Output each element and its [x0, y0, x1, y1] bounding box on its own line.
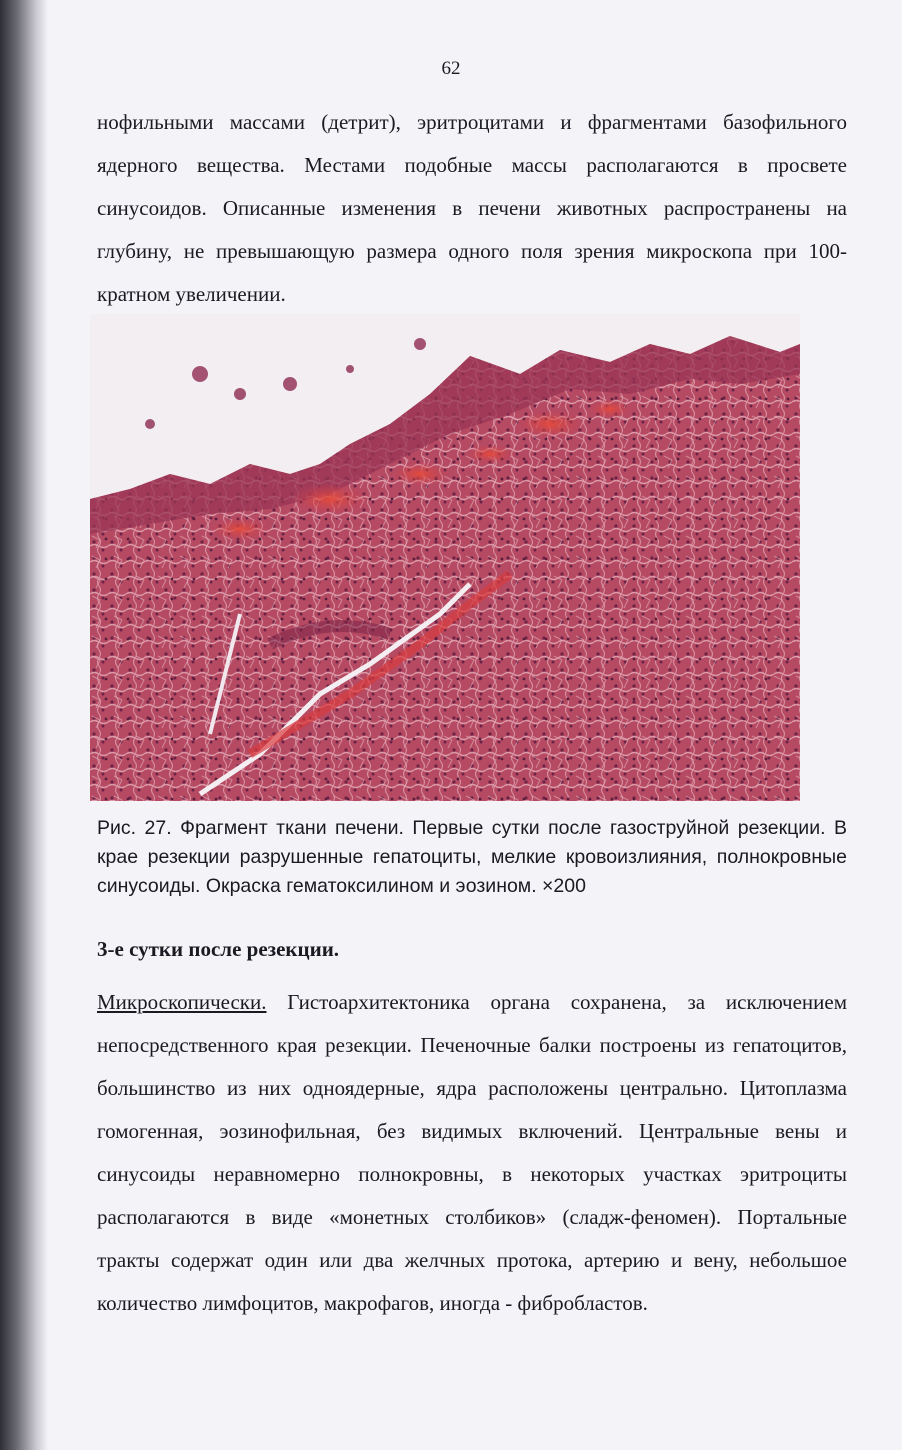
section-lead: Микроскопически.: [97, 990, 267, 1014]
section-body: [97, 981, 847, 1325]
section-heading-text: 3-е сутки после резекции.: [97, 937, 340, 961]
top-paragraph: нофильными массами (детрит), эритроцитами и фрагментами базофильного ядерного вещества. Местами подобные массы располагаются в просвете синусоидов. Описанные изменения в печени животных распространены на глубину, не превышающую размера одного поля зрения микроскопа при 100-кратном увеличении.: [97, 110, 847, 306]
book-binding-shadow: [0, 0, 48, 1450]
page-number: 62: [441, 58, 461, 79]
section-body-text: Гистоархитектоника органа сохранена, за исключением непосредственного края резекции. Печеночные балки построены из гепатоцитов, большинство из них одноядерные, ядра расположены центрально. Цитоплазма гомогенная, эозинофильная, без видимых включений. Центральные вены и синусоиды неравномерно полнокровны, в некоторых участках эритроциты располагаются в виде «монетных столбиков» (сладж-феномен). Портальные тракты содержат один или два желчных протока, артерию и вену, небольшое количество лимфоцитов, макрофагов, иногда - фибробластов.: [97, 990, 847, 1315]
figure-caption: Рис. 27. Фрагмент ткани печени. Первые сутки после газоструйной резекции. В крае резекции разрушенные гепатоциты, мелкие кровоизлияния, полнокровные синусоиды. Окраска гематоксилином и эозином. ×200: [97, 817, 847, 897]
micrograph-image: [90, 314, 800, 801]
liver-tissue-micrograph: [90, 314, 800, 801]
section-heading: [97, 937, 339, 962]
